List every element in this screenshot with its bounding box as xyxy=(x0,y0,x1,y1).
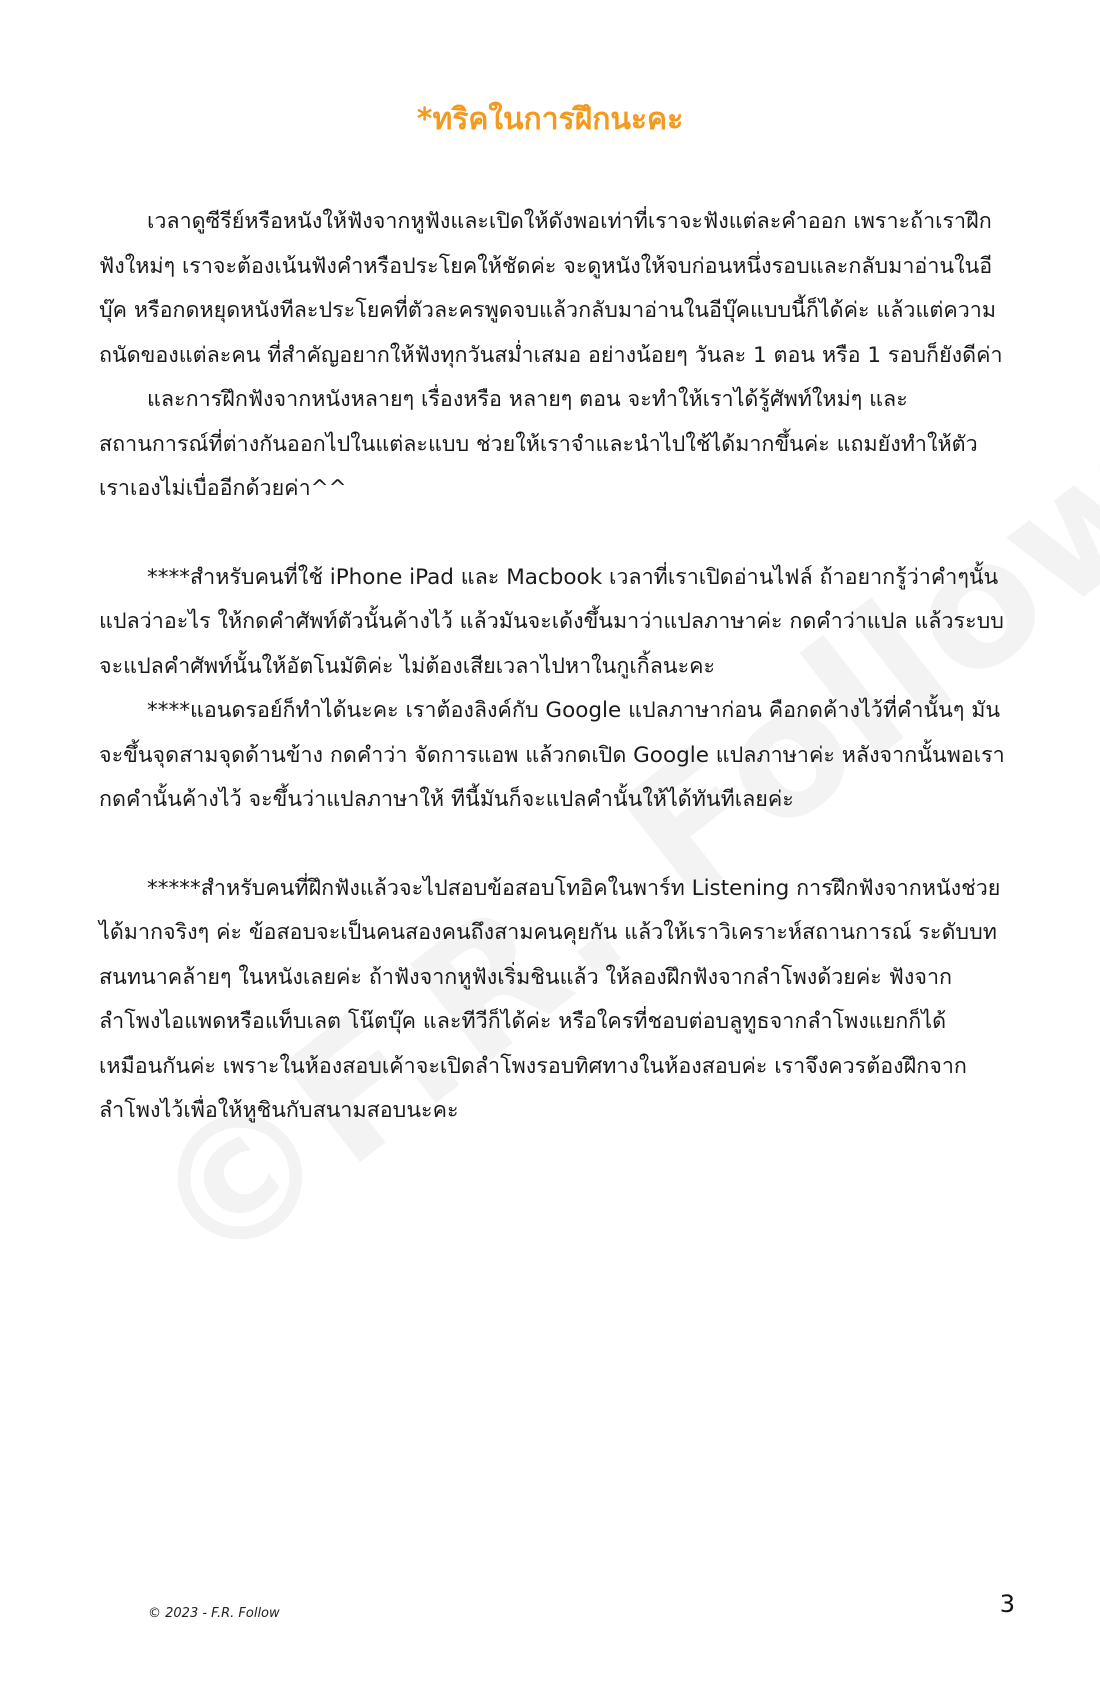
paragraph-multiple-episodes: และการฝึกฟังจากหนังหลายๆ เรื่องหรือ หลายๆ ตอน จะทำให้เราได้รู้ศัพท์ใหม่ๆ และสถานการณ์ที่ต่างกันออกไปในแต่ละแบบ ช่วยให้เราจำและนำไปใช้ได้มากขึ้นค่ะ แถมยังทำให้ตัวเราเองไม่เบื่ออีกด้วยค่า^^ xyxy=(99,387,978,501)
footer-copyright: © 2023 - F.R. Follow xyxy=(148,1606,280,1621)
paragraph-spacer xyxy=(99,512,1005,556)
page-title: *ทริคในการฝึกนะคะ xyxy=(416,102,684,137)
paragraph-toeic-listening: *****สำหรับคนที่ฝึกฟังแล้วจะไปสอบข้อสอบโทอิคในพาร์ท Listening การฝึกฟังจากหนังช่วยได้มากจริงๆ ค่ะ ข้อสอบจะเป็นคนสองคนถึงสามคนคุยกัน แล้วให้เราวิเคราะห์สถานการณ์ ระดับบทสนทนาคล้ายๆ ในหนังเลยค่ะ ถ้าฟังจากหูฟังเริ่มชินแล้ว ให้ลองฝึกฟังจากลำโพงด้วยค่ะ ฟังจากลำโพงไอแพดหรือแท็บเลต โน๊ตบุ๊ค และทีวีก็ได้ค่ะ หรือใครที่ชอบต่อบลูทูธจากลำโพงแยกก็ได้เหมือนกันค่ะ เพราะในห้องสอบเค้าจะเปิดลำโพงรอบทิศทางในห้องสอบค่ะ เราจึงควรต้องฝึกจากลำโพงไว้เพื่อให้หูชินกับสนามสอบนะคะ xyxy=(99,875,1001,1123)
paragraph-spacer xyxy=(99,823,1005,867)
paragraph-ios-translate: ****สำหรับคนที่ใช้ iPhone iPad และ Macbook เวลาที่เราเปิดอ่านไฟล์ ถ้าอยากรู้ว่าคำๆนั้นแปลว่าอะไร ให้กดคำศัพท์ตัวนั้นค้างไว้ แล้วมันจะเด้งขึ้นมาว่าแปลภาษาค่ะ กดคำว่าแปล แล้วระบบจะแปลคำศัพท์นั้นให้อัตโนมัติค่ะ ไม่ต้องเสียเวลาไปหาในกูเกิ้ลนะคะ xyxy=(99,564,1004,679)
paragraph-subtitle-listening: เวลาดูซีรีย์หรือหนังให้ฟังจากหูฟังและเปิดให้ดังพอเท่าที่เราจะฟังแต่ละคำออก เพราะถ้าเราฝึกฟังใหม่ๆ เราจะต้องเน้นฟังคำหรือประโยคให้ชัดค่ะ จะดูหนังให้จบก่อนหนึ่งรอบและกลับมาอ่านในอีบุ๊ค หรือกดหยุดหนังทีละประโยคที่ตัวละครพูดจบแล้วกลับมาอ่านในอีบุ๊คแบบนี้ก็ได้ค่ะ แล้วแต่ความถนัดของแต่ละคน ที่สำคัญอยากให้ฟังทุกวันสม่ำเสมอ อย่างน้อยๆ วันละ 1 ตอน หรือ 1 รอบก็ยังดีค่า xyxy=(99,209,1003,368)
body-text xyxy=(99,200,1005,1134)
paragraph-android-translate: ****แอนดรอย์ก็ทำได้นะคะ เราต้องลิงค์กับ Google แปลภาษาก่อน คือกดค้างไว้ที่คำนั้นๆ มันจะขึ้นจุดสามจุดด้านข้าง กดคำว่า จัดการแอพ แล้วกดเปิด Google แปลภาษาค่ะ หลังจากนั้นพอเรากดคำนั้นค้างไว้ จะขึ้นว่าแปลภาษาให้ ทีนี้มันก็จะแปลคำนั้นให้ได้ทันทีเลยค่ะ xyxy=(99,698,1005,812)
page-number: 3 xyxy=(999,1590,1015,1618)
